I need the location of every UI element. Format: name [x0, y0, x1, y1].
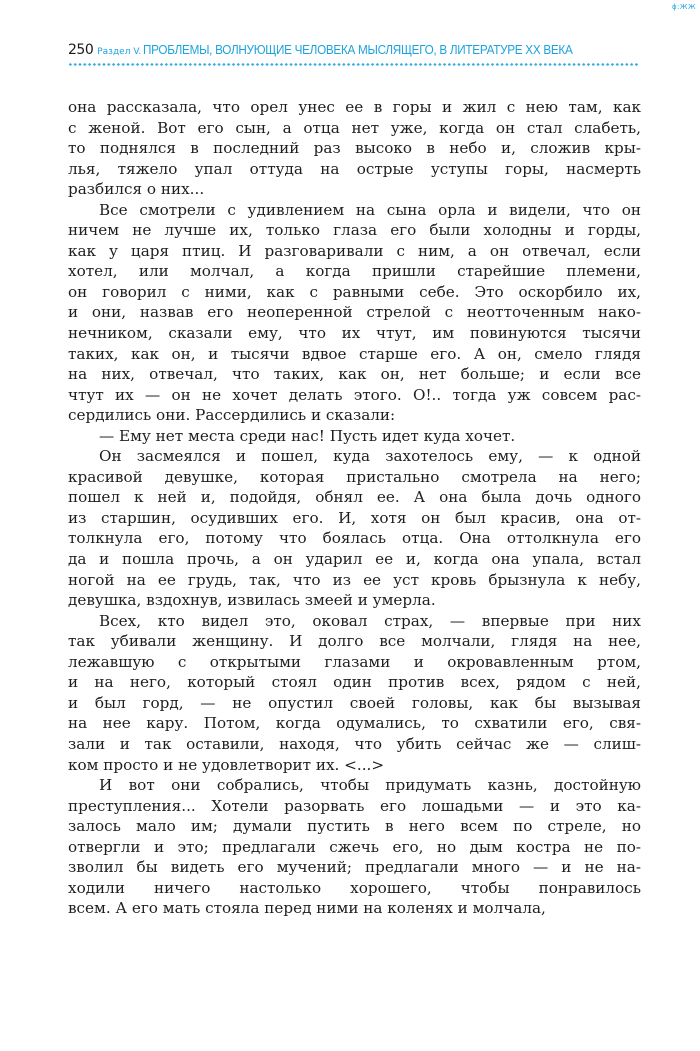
text-line: и на него, который стоял один против всех, рядом с ней,	[68, 673, 641, 692]
text-line: Всех, кто видел это, оковал страх, — впервые при них	[99, 611, 641, 630]
text-line: нечником, сказали ему, что их чтут, им повинуются тысячи	[68, 324, 641, 343]
page-header	[68, 42, 644, 67]
text-line: красивой девушке, которая пристально смотрела на него;	[68, 467, 641, 486]
text-line: Он засмеялся и пошел, куда захотелось ему, — к одной	[99, 447, 641, 466]
running-head	[68, 42, 644, 58]
text-line: девушка, вздохнув, извилась змеей и умерла.	[68, 591, 436, 610]
page-number: 250	[68, 42, 94, 58]
text-line: ходили ничего настолько хорошего, чтобы понравилось	[68, 878, 641, 897]
paragraph	[68, 97, 641, 200]
text-line: таких, как он, и тысячи вдвое старше его. А он, смело глядя	[68, 344, 641, 363]
text-line: разбился о них...	[68, 180, 205, 199]
section-prefix: Раздел V.	[97, 47, 142, 57]
text-line: и был горд, — не опустил своей головы, как бы вызывая	[68, 693, 641, 712]
paragraph	[68, 426, 641, 447]
text-line: отвергли и это; предлагали сжечь его, но дым костра не по-	[68, 837, 641, 856]
text-line: с женой. Вот его сын, а отца нет уже, когда он стал слабеть,	[68, 118, 641, 137]
text-line: на них, отвечал, что таких, как он, нет больше; и если все	[68, 365, 641, 384]
paragraph	[68, 611, 641, 775]
text-line: и они, назвав его неоперенной стрелой с неотточенным нако-	[68, 303, 641, 322]
text-line: на нее кару. Потом, когда одумались, то схватили его, свя-	[68, 714, 641, 733]
paragraph	[68, 775, 641, 919]
text-line: пошел к ней и, подойдя, обнял ее. А она была дочь одного	[68, 488, 641, 507]
text-line: так убивали женщину. И долго все молчали, глядя на нее,	[68, 632, 641, 651]
text-line: хотел, или молчал, а когда пришли старейшие племени,	[68, 262, 641, 281]
text-line: из старшин, осудивших его. И, хотя он был красив, она от-	[68, 508, 641, 527]
text-line: толкнула его, потому что боялась отца. Она оттолкнула его	[68, 529, 641, 548]
body-text	[68, 97, 641, 919]
paragraph	[68, 446, 641, 610]
text-line: да и пошла прочь, а он ударил ее и, когда она упала, встал	[68, 550, 641, 569]
text-line: лежавшую с открытыми глазами и окровавленным ртом,	[68, 652, 641, 671]
text-line: И вот они собрались, чтобы придумать казнь, достойную	[99, 776, 641, 795]
text-line: ком просто и не удовлетворит их. <...>	[68, 755, 385, 774]
text-line: он говорил с ними, как с равными себе. Это оскорбило их,	[68, 282, 641, 301]
decorative-ornament-line	[68, 62, 638, 67]
text-line: то поднялся в последний раз высоко в небо и, сложив кры-	[68, 139, 641, 158]
text-line: всем. А его мать стояла перед ними на коленях и молчала,	[68, 899, 546, 918]
text-line: сердились они. Рассердились и сказали:	[68, 406, 396, 425]
text-line: — Ему нет места среди нас! Пусть идет куда хочет.	[99, 426, 516, 445]
corner-mark: ϕ:ЖЖ	[671, 3, 696, 11]
text-line: она рассказала, что орел унес ее в горы и жил с нею там, как	[68, 98, 641, 116]
text-line: залось мало им; думали пустить в него всем по стреле, но	[68, 817, 641, 836]
text-line: Все смотрели с удивлением на сына орла и видели, что он	[99, 200, 641, 219]
text-line: зали и так оставили, находя, что убить сейчас же — слиш-	[68, 734, 641, 753]
text-line: чтут их — он не хочет делать этого. О!.. тогда уж совсем рас-	[68, 385, 641, 404]
text-line: ногой на ее грудь, так, что из ее уст кровь брызнула к небу,	[68, 570, 641, 589]
text-line: преступления... Хотели разорвать его лошадьми — и это ка-	[68, 796, 641, 815]
text-line: лья, тяжело упал оттуда на острые уступы горы, насмерть	[68, 159, 641, 178]
text-line: ничем не лучше их, только глаза его были холодны и горды,	[68, 221, 641, 240]
text-line: зволил бы видеть его мучений; предлагали много — и не на-	[68, 858, 641, 877]
section-title: ПРОБЛЕМЫ, ВОЛНУЮЩИЕ ЧЕЛОВЕКА МЫСЛЯЩЕГО, В ЛИТЕРАТУРЕ XX ВЕКА	[143, 43, 573, 57]
text-line: как у царя птиц. И разговаривали с ним, а он отвечал, если	[68, 241, 641, 260]
paragraph	[68, 200, 641, 426]
